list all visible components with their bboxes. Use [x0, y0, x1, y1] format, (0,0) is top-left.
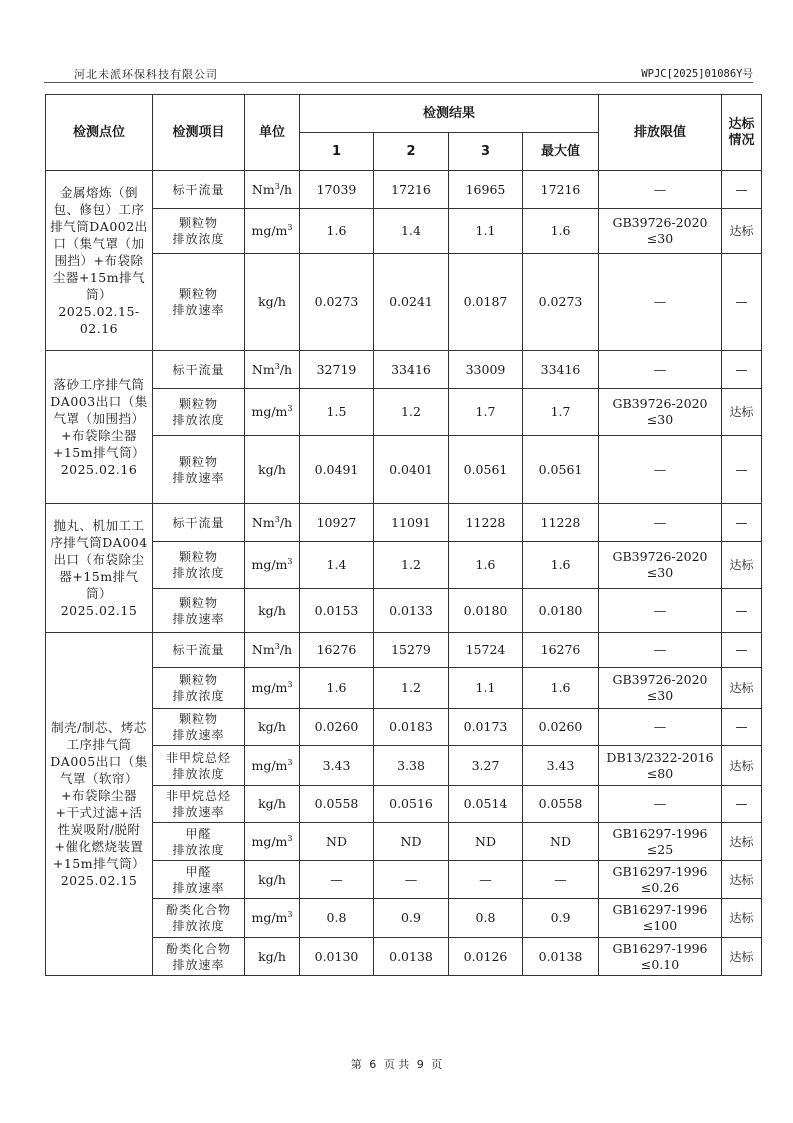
limit-value: ≤25	[646, 841, 674, 857]
item-name: 标干流量	[172, 515, 225, 530]
limit-standard: —	[653, 514, 667, 530]
result-r1: 1.5	[300, 389, 374, 436]
unit-exp: 3	[274, 181, 280, 191]
status-cell: —	[722, 171, 762, 209]
limit-value: ≤30	[646, 231, 674, 246]
item-cell	[153, 746, 245, 786]
status-cell: 达标	[722, 938, 762, 976]
col-r3: 3	[449, 133, 523, 171]
result-max: 11228	[523, 504, 599, 542]
limit-standard: GB16297-1996	[612, 863, 708, 879]
item-type: 排放速率	[172, 303, 225, 317]
page-footer	[0, 1056, 793, 1072]
result-max: 1.6	[523, 209, 599, 254]
unit-cell	[245, 633, 300, 668]
result-r2: 1.4	[374, 209, 449, 254]
result-r1: 17039	[300, 171, 374, 209]
unit-exp: 3	[287, 833, 293, 843]
unit-exp: 3	[287, 556, 293, 566]
result-r3: —	[449, 861, 523, 899]
item-name: 颗粒物	[178, 454, 218, 469]
result-max: 0.0558	[523, 786, 599, 823]
table-row	[46, 709, 762, 746]
unit-cell	[245, 823, 300, 861]
limit-standard: —	[653, 602, 667, 618]
result-r1: 0.8	[300, 899, 374, 938]
unit-cell	[245, 504, 300, 542]
result-r3: 0.0173	[449, 709, 523, 746]
unit-exp: 3	[287, 222, 293, 232]
result-r2: 1.2	[374, 389, 449, 436]
result-max: 0.0180	[523, 589, 599, 633]
limit-value: ≤30	[646, 688, 674, 703]
item-type: 排放速率	[172, 805, 225, 819]
limit-standard: —	[653, 361, 667, 377]
result-max: 3.43	[523, 746, 599, 786]
col-results: 检测结果	[300, 95, 599, 133]
item-name: 非甲烷总烃	[165, 750, 231, 765]
limit-value: ≤30	[646, 412, 674, 427]
result-max: 0.0561	[523, 436, 599, 504]
table-row	[46, 938, 762, 976]
limit-value: ≤80	[646, 765, 674, 781]
limit-standard: —	[653, 719, 667, 734]
item-name: 颗粒物	[178, 216, 218, 230]
result-r1: 3.43	[300, 746, 374, 786]
unit-exp: 3	[274, 361, 280, 371]
limit-value: ≤30	[646, 565, 674, 580]
unit-cell	[245, 746, 300, 786]
page-header	[44, 64, 753, 83]
unit-base: Nm	[251, 181, 275, 197]
item-cell	[153, 504, 245, 542]
result-r1: 0.0491	[300, 436, 374, 504]
item-cell	[153, 899, 245, 938]
limit-standard: GB16297-1996	[612, 940, 708, 956]
page-total: 9	[416, 1058, 424, 1071]
col-max: 最大值	[523, 133, 599, 171]
unit-exp: 3	[287, 403, 293, 413]
limit-standard: —	[653, 181, 667, 197]
unit-cell	[245, 542, 300, 589]
limit-standard: DB13/2322-2016	[606, 749, 714, 765]
limit-cell	[599, 436, 722, 504]
item-type: 排放浓度	[172, 413, 225, 427]
result-r3: 1.6	[449, 542, 523, 589]
table-row	[46, 436, 762, 504]
results-table	[45, 94, 762, 976]
unit-base: mg/m	[251, 557, 288, 572]
item-type: 排放浓度	[172, 766, 225, 781]
result-r3: 0.0561	[449, 436, 523, 504]
unit-base: mg/m	[251, 680, 288, 695]
result-r3: 1.7	[449, 389, 523, 436]
unit-base: Nm	[251, 642, 275, 657]
item-cell	[153, 436, 245, 504]
item-name: 标干流量	[172, 362, 225, 377]
result-r1: 16276	[300, 633, 374, 668]
limit-cell	[599, 823, 722, 861]
table-row	[46, 542, 762, 589]
result-r1: ND	[300, 823, 374, 861]
item-name: 颗粒物	[178, 287, 218, 301]
item-cell	[153, 786, 245, 823]
result-r2: 0.0133	[374, 589, 449, 633]
unit-tail: /h	[279, 514, 293, 530]
result-r1: 0.0558	[300, 786, 374, 823]
result-r1: 0.0130	[300, 938, 374, 976]
table-row	[46, 389, 762, 436]
table-row	[46, 633, 762, 668]
result-r1: 0.0153	[300, 589, 374, 633]
limit-cell	[599, 709, 722, 746]
col-limit: 排放限值	[599, 95, 722, 171]
result-r1: 32719	[300, 351, 374, 389]
table-row	[46, 668, 762, 709]
limit-cell	[599, 254, 722, 351]
status-cell: —	[722, 254, 762, 351]
limit-standard: —	[653, 642, 667, 657]
col-status: 达标情况	[722, 95, 762, 171]
unit-tail: /h	[279, 642, 293, 657]
limit-value: ≤0.10	[640, 956, 680, 972]
result-r3: 1.1	[449, 209, 523, 254]
result-r2: 15279	[374, 633, 449, 668]
item-cell	[153, 171, 245, 209]
status-cell: —	[722, 709, 762, 746]
location-cell: 落砂工序排气筒DA003出口（集气罩（加围挡）+布袋除尘器+15m排气筒）2025.02.16	[46, 351, 153, 504]
status-cell: —	[722, 351, 762, 389]
item-cell	[153, 823, 245, 861]
table-row	[46, 899, 762, 938]
result-r2: ND	[374, 823, 449, 861]
unit-exp: 3	[274, 514, 280, 524]
limit-cell	[599, 861, 722, 899]
item-type: 排放浓度	[172, 689, 225, 703]
limit-cell	[599, 746, 722, 786]
limit-cell	[599, 171, 722, 209]
result-r1: 1.6	[300, 209, 374, 254]
unit-cell	[245, 436, 300, 504]
result-r2: 3.38	[374, 746, 449, 786]
limit-cell	[599, 351, 722, 389]
item-type: 排放速率	[172, 957, 225, 972]
result-max: 0.0138	[523, 938, 599, 976]
result-max: 0.0260	[523, 709, 599, 746]
limit-cell	[599, 589, 722, 633]
unit-base: kg/h	[258, 719, 286, 734]
item-type: 排放浓度	[172, 842, 225, 857]
result-r2: 0.0183	[374, 709, 449, 746]
item-name: 标干流量	[172, 182, 225, 197]
company-name: 河北未派环保科技有限公司	[74, 68, 218, 81]
col-r1: 1	[300, 133, 374, 171]
item-name: 颗粒物	[178, 550, 218, 564]
page-suffix: 页	[431, 1058, 443, 1071]
item-type: 排放速率	[172, 728, 225, 742]
location-cell: 制壳/制芯、烤芯工序排气筒DA005出口（集气罩（软帘）+布袋除尘器+干式过滤+活性炭吸附/脱附+催化燃烧装置+15m排气筒）2025.02.15	[46, 633, 153, 976]
table-row	[46, 504, 762, 542]
limit-cell	[599, 542, 722, 589]
result-max: 1.6	[523, 668, 599, 709]
unit-exp: 3	[287, 909, 293, 919]
unit-base: Nm	[251, 361, 275, 377]
status-cell: 达标	[722, 542, 762, 589]
result-max: 33416	[523, 351, 599, 389]
limit-standard: —	[653, 796, 667, 811]
table-row	[46, 786, 762, 823]
status-cell: —	[722, 504, 762, 542]
result-r3: 0.0187	[449, 254, 523, 351]
status-cell: —	[722, 589, 762, 633]
limit-cell	[599, 668, 722, 709]
unit-cell	[245, 709, 300, 746]
status-cell: 达标	[722, 668, 762, 709]
unit-base: kg/h	[258, 461, 286, 477]
item-name: 颗粒物	[178, 673, 218, 687]
item-cell	[153, 938, 245, 976]
limit-value: ≤0.26	[640, 879, 680, 895]
item-cell	[153, 351, 245, 389]
item-name: 甲醛	[185, 826, 212, 841]
unit-cell	[245, 171, 300, 209]
status-cell: 达标	[722, 823, 762, 861]
unit-cell	[245, 389, 300, 436]
item-type: 排放速率	[172, 880, 225, 895]
table-row	[46, 351, 762, 389]
result-r3: 0.0126	[449, 938, 523, 976]
result-max: 0.0273	[523, 254, 599, 351]
unit-base: kg/h	[258, 796, 286, 811]
result-max: 1.6	[523, 542, 599, 589]
item-cell	[153, 542, 245, 589]
result-r1: 10927	[300, 504, 374, 542]
limit-cell	[599, 633, 722, 668]
unit-cell	[245, 209, 300, 254]
unit-cell	[245, 254, 300, 351]
unit-cell	[245, 899, 300, 938]
page-mid: 页 共	[383, 1058, 410, 1071]
result-r1: 1.4	[300, 542, 374, 589]
table-row	[46, 823, 762, 861]
item-type: 排放浓度	[172, 232, 225, 246]
unit-exp: 3	[287, 679, 293, 689]
item-type: 排放速率	[172, 611, 225, 626]
item-type: 排放浓度	[172, 919, 225, 933]
unit-cell	[245, 668, 300, 709]
item-name: 酚类化合物	[165, 903, 231, 917]
status-cell: —	[722, 633, 762, 668]
result-r2: 0.9	[374, 899, 449, 938]
result-r3: 1.1	[449, 668, 523, 709]
unit-base: Nm	[251, 514, 275, 530]
limit-cell	[599, 389, 722, 436]
limit-cell	[599, 899, 722, 938]
item-cell	[153, 589, 245, 633]
item-name: 标干流量	[172, 643, 225, 657]
status-cell: 达标	[722, 899, 762, 938]
unit-exp: 3	[274, 641, 280, 651]
result-r3: 3.27	[449, 746, 523, 786]
unit-cell	[245, 589, 300, 633]
unit-base: mg/m	[251, 910, 288, 925]
unit-base: mg/m	[251, 223, 288, 238]
item-name: 颗粒物	[178, 397, 218, 411]
location-cell: 抛丸、机加工工序排气筒DA004出口（布袋除尘器+15m排气筒）2025.02.15	[46, 504, 153, 633]
result-r3: 16965	[449, 171, 523, 209]
location-cell: 金属熔炼（倒包、修包）工序排气筒DA002出口（集气罩（加围挡）+布袋除尘器+15m排气筒）2025.02.15-02.16	[46, 171, 153, 351]
item-cell	[153, 254, 245, 351]
result-r2: 0.0138	[374, 938, 449, 976]
unit-cell	[245, 938, 300, 976]
result-r2: 1.2	[374, 542, 449, 589]
result-max: 16276	[523, 633, 599, 668]
table-row	[46, 746, 762, 786]
status-cell: 达标	[722, 209, 762, 254]
limit-standard: GB16297-1996	[612, 825, 708, 841]
item-cell	[153, 668, 245, 709]
status-cell: —	[722, 436, 762, 504]
result-r3: 11228	[449, 504, 523, 542]
item-name: 甲醛	[185, 864, 212, 879]
limit-standard: —	[653, 461, 667, 477]
unit-base: mg/m	[251, 404, 288, 419]
limit-standard: —	[653, 294, 667, 309]
unit-base: kg/h	[258, 948, 286, 964]
result-r3: 0.0180	[449, 589, 523, 633]
item-type: 排放浓度	[172, 566, 225, 580]
limit-standard: GB39726-2020	[612, 396, 708, 411]
page-current: 6	[369, 1058, 377, 1071]
status-cell: 达标	[722, 389, 762, 436]
result-max: 17216	[523, 171, 599, 209]
result-r1: 1.6	[300, 668, 374, 709]
limit-standard: GB39726-2020	[612, 215, 708, 230]
col-r2: 2	[374, 133, 449, 171]
limit-standard: GB39726-2020	[612, 672, 708, 687]
result-max: —	[523, 861, 599, 899]
result-r3: ND	[449, 823, 523, 861]
col-unit: 单位	[245, 95, 300, 171]
limit-cell	[599, 786, 722, 823]
result-r1: 0.0260	[300, 709, 374, 746]
result-r2: 11091	[374, 504, 449, 542]
unit-base: kg/h	[258, 294, 286, 309]
limit-cell	[599, 938, 722, 976]
status-cell: —	[722, 786, 762, 823]
result-r1: 0.0273	[300, 254, 374, 351]
result-r2: 0.0401	[374, 436, 449, 504]
item-cell	[153, 389, 245, 436]
result-max: ND	[523, 823, 599, 861]
result-r2: 0.0241	[374, 254, 449, 351]
item-name: 酚类化合物	[165, 941, 231, 956]
result-r2: 1.2	[374, 668, 449, 709]
page-prefix: 第	[350, 1058, 362, 1071]
item-type: 排放速率	[172, 470, 225, 485]
item-cell	[153, 209, 245, 254]
item-cell	[153, 633, 245, 668]
limit-standard: GB16297-1996	[612, 902, 708, 917]
status-cell: 达标	[722, 861, 762, 899]
unit-exp: 3	[287, 757, 293, 767]
unit-base: mg/m	[251, 757, 288, 773]
item-name: 颗粒物	[178, 595, 218, 610]
limit-cell	[599, 209, 722, 254]
result-max: 0.9	[523, 899, 599, 938]
unit-tail: /h	[279, 181, 293, 197]
col-location: 检测点位	[46, 95, 153, 171]
unit-cell	[245, 351, 300, 389]
limit-cell	[599, 504, 722, 542]
item-name: 非甲烷总烃	[165, 789, 231, 803]
table-row	[46, 254, 762, 351]
item-cell	[153, 861, 245, 899]
item-name: 颗粒物	[178, 712, 218, 726]
table-row	[46, 209, 762, 254]
result-r1: —	[300, 861, 374, 899]
table-head	[46, 95, 762, 171]
result-r3: 33009	[449, 351, 523, 389]
result-max: 1.7	[523, 389, 599, 436]
table-row	[46, 171, 762, 209]
table-row	[46, 589, 762, 633]
table-body	[46, 171, 762, 976]
result-r2: 33416	[374, 351, 449, 389]
unit-base: kg/h	[258, 602, 286, 618]
limit-value: ≤100	[642, 918, 678, 933]
result-r2: 0.0516	[374, 786, 449, 823]
unit-tail: /h	[279, 361, 293, 377]
result-r2: 17216	[374, 171, 449, 209]
table-row	[46, 861, 762, 899]
limit-standard: GB39726-2020	[612, 549, 708, 564]
col-item: 检测项目	[153, 95, 245, 171]
status-cell: 达标	[722, 746, 762, 786]
unit-base: mg/m	[251, 833, 288, 849]
result-r3: 15724	[449, 633, 523, 668]
result-r3: 0.8	[449, 899, 523, 938]
unit-base: kg/h	[258, 871, 286, 887]
result-r3: 0.0514	[449, 786, 523, 823]
unit-cell	[245, 861, 300, 899]
result-r2: —	[374, 861, 449, 899]
report-number: WPJC[2025]01086Y号	[641, 68, 753, 80]
unit-cell	[245, 786, 300, 823]
item-cell	[153, 709, 245, 746]
